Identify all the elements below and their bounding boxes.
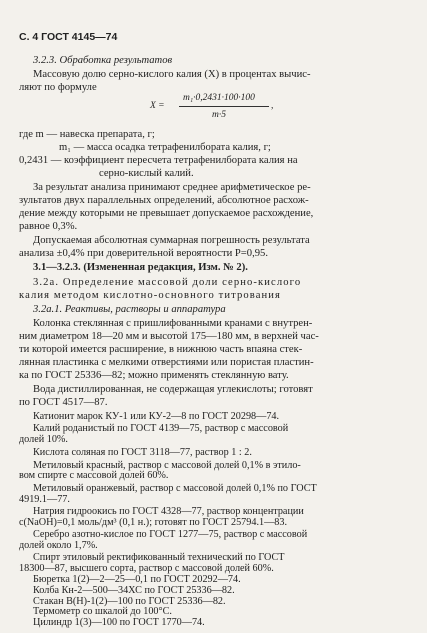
text-line: 18300—87, высшего сорта, раствор с массовой долей 60%. (19, 563, 274, 575)
text-line: c(NaOH)=0,1 моль/дм³ (0,1 н.); готовят по ГОСТ 25794.1—83. (19, 516, 288, 528)
text-line: Термометр со шкалой до 100°С. (33, 606, 172, 618)
text-line: Серебро азотно-кислое по ГОСТ 1277—75, раствор с массовой (33, 529, 308, 541)
text-line: Спирт этиловый ректификованный технический по ГОСТ (33, 552, 285, 564)
text-line: ляют по формуле (19, 82, 97, 93)
section-heading-3-2a: 3.2а. Определение массовой доли серно-кислого (33, 277, 302, 288)
section-heading-3-2a-cont: калия методом кислотно-основного титрования (19, 290, 282, 301)
text-line: анализа ±0,4% при доверительной вероятности P=0,95. (19, 248, 268, 259)
text-line: долей 10%. (19, 433, 68, 445)
formula-numerator: m₁·0,2431·100·100 (183, 93, 255, 103)
fraction-bar (179, 106, 269, 107)
text-line: Колонка стеклянная с пришлифованными кранами с внутрен- (33, 318, 313, 329)
text-line: За результат анализа принимают среднее арифметическое ре- (33, 182, 311, 193)
text-line: Массовую долю серно-кислого калия (X) в процентах вычис- (33, 69, 311, 80)
text-line: зультатов двух параллельных определений, абсолютное расхож- (19, 195, 309, 206)
text-line: m₁ — масса осадка тетрафенилбората калия, г; (59, 142, 271, 153)
text-line: Колба Кн-2—500—34ХС по ГОСТ 25336—82. (33, 584, 235, 596)
text-line: ним диаметром 18—20 мм и высотой 175—180 мм, в верхней час- (19, 331, 319, 342)
text-line: по ГОСТ 4517—87. (19, 397, 108, 408)
text-line: Вода дистиллированная, не содержащая углекислоты; готовят (33, 384, 313, 395)
text-line: вом спирте с массовой долей 60%. (19, 470, 169, 482)
text-line: серно-кислый калий. (99, 168, 194, 179)
text-line: равное 0,3%. (19, 221, 78, 232)
page-header: С. 4 ГОСТ 4145—74 (19, 31, 118, 43)
formula-tail: , (271, 101, 274, 111)
text-line: Метиловый красный, раствор с массовой долей 0,1% в этило- (33, 459, 301, 471)
text-line: Натрия гидроокись по ГОСТ 4328—77, раствор концентрации (33, 506, 304, 518)
text-line: Бюретка 1(2)—2—25—0,1 по ГОСТ 20292—74. (33, 573, 241, 585)
text-line: Цилиндр 1(3)—100 по ГОСТ 1770—74. (33, 617, 205, 629)
text-line: долей около 1,7%. (19, 540, 98, 551)
text-line: Допускаемая абсолютная суммарная погрешность результата (33, 235, 310, 246)
text-line: Кислота соляная по ГОСТ 3118—77, раствор 1 : 2. (33, 447, 252, 459)
text-line: ка по ГОСТ 25336—82; можно применять стеклянную вату. (19, 370, 289, 381)
text-line: где m — навеска препарата, г; (19, 129, 155, 140)
text-line: лянная пластинка с мелкими отверстиями или пористая пластин- (19, 357, 314, 368)
text-line: Калий роданистый по ГОСТ 4139—75, раствор с массовой (33, 423, 289, 435)
text-line: ти которой имеется расширение, в нижнюю часть впаяна стек- (19, 344, 303, 355)
text-line: Катионит марок КУ-1 или КУ-2—8 по ГОСТ 20298—74. (33, 410, 280, 422)
section-heading-3-2-3: 3.2.3. Обработка результатов (33, 55, 173, 66)
formula-denominator: m·5 (212, 110, 226, 120)
text-line: Стакан В(Н)-1(2)—100 по ГОСТ 25336—82. (33, 595, 226, 607)
section-heading-3-2a-1: 3.2а.1. Реактивы, растворы и аппаратура (33, 304, 226, 315)
text-line: 4919.1—77. (19, 493, 70, 505)
text-line: дение между которыми не превышает допускаемое расхождение, (19, 208, 314, 219)
text-line: 0,2431 — коэффициент пересчета тетрафенилбората калия на (19, 155, 298, 166)
formula-lhs: X = (150, 101, 165, 111)
amendment-note: 3.1—3.2.3. (Измененная редакция, Изм. № 2). (33, 262, 248, 273)
text-line: Метиловый оранжевый, раствор с массовой долей 0,1% по ГОСТ (33, 482, 317, 494)
